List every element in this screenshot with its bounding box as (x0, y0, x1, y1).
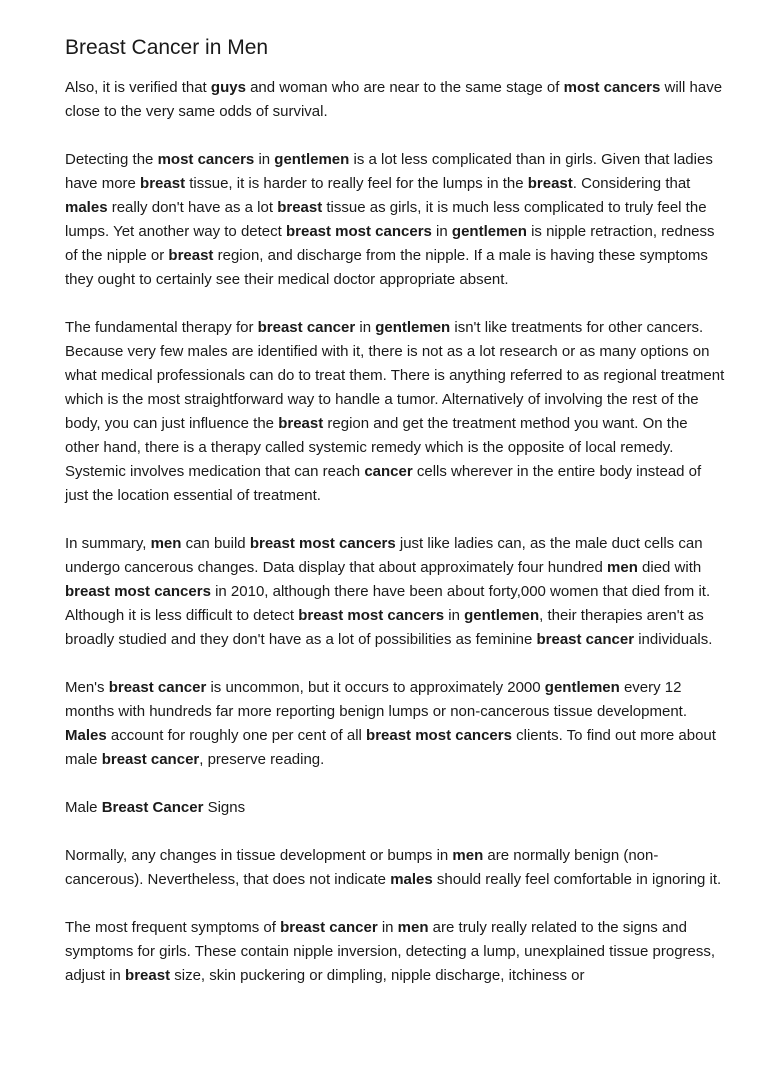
text-run: Signs (203, 799, 246, 816)
bold-keyword: guys (210, 79, 246, 96)
text-run: clients. To find out more about male (65, 727, 716, 768)
bold-keyword: gentlemen (451, 223, 527, 240)
bold-keyword: cancer (364, 463, 413, 480)
bold-keyword: breast cancer (108, 679, 207, 696)
text-run: every 12 months with hundreds far more reporting benign lumps or non-cancerous tissue development. (65, 679, 688, 720)
text-run: will have close to the very same odds of survival. (65, 79, 723, 120)
bold-keyword: breast (278, 415, 324, 432)
bold-keyword: breast cancer (280, 919, 378, 936)
paragraph (65, 844, 725, 892)
text-run: should really feel comfortable in ignoring it. (432, 871, 722, 888)
paragraph (65, 76, 725, 124)
bold-keyword: breast most cancers (249, 535, 396, 552)
bold-keyword: breast cancer (101, 751, 200, 768)
bold-keyword: breast most cancers (298, 607, 445, 624)
bold-keyword: males (65, 199, 108, 216)
bold-keyword: Breast Cancer (101, 799, 204, 816)
bold-keyword: most cancers (563, 79, 661, 96)
text-run: Detecting the (65, 151, 158, 168)
text-run: in (444, 607, 465, 624)
text-run: account for roughly one per cent of all (106, 727, 367, 744)
text-run: in (254, 151, 275, 168)
text-run: Also, it is verified that (65, 79, 211, 96)
bold-keyword: breast (125, 967, 171, 984)
text-run: in (377, 919, 398, 936)
text-run: Normally, any changes in tissue development or bumps in (65, 847, 453, 864)
text-run: region, and discharge from the nipple. If a male is having these symptoms they ought to certainly see their medical doctor appropriate absent. (65, 247, 708, 288)
text-run: cells wherever in the entire body instead of just the location essential of treatment. (65, 463, 702, 504)
text-run: really don't have as a lot (107, 199, 278, 216)
text-run: is a lot less complicated than in girls. Given that ladies have more (65, 151, 713, 192)
bold-keyword: most cancers (157, 151, 255, 168)
text-run: isn't like treatments for other cancers. Because very few males are identified with it, there is not as a lot research or as many options on what medical professionals can do to treat them. There is anything referred to as regional treatment which is the most straightforward way to handle a tumor. Alternatively of involving the rest of the body, you can just influence the (65, 319, 725, 432)
bold-keyword: breast most cancers (285, 223, 432, 240)
text-run: , their therapies aren't as broadly studied and they don't have as a lot of possibilities as feminine (65, 607, 704, 648)
bold-keyword: breast cancer (257, 319, 356, 336)
paragraph (65, 532, 725, 652)
text-run: . Considering that (572, 175, 691, 192)
bold-keyword: breast (140, 175, 186, 192)
text-run: in 2010, although there have been about forty,000 women that died from it. Although it is less difficult to detect (65, 583, 711, 624)
text-run: are normally benign (non-cancerous). Nevertheless, that does not indicate (65, 847, 659, 888)
bold-keyword: breast cancer (536, 631, 635, 648)
document-title: Breast Cancer in Men (65, 36, 269, 59)
bold-keyword: men (452, 847, 484, 864)
text-run: Men's (65, 679, 109, 696)
text-run: is nipple retraction, redness of the nipple or (65, 223, 715, 264)
bold-keyword: men (607, 559, 638, 576)
paragraph (65, 316, 725, 508)
text-run: size, skin puckering or dimpling, nipple discharge, itchiness or (170, 967, 585, 984)
bold-keyword: gentlemen (375, 319, 451, 336)
text-run: The fundamental therapy for (65, 319, 258, 336)
document-body (65, 76, 725, 988)
text-run: tissue, it is harder to really feel for the lumps in the (185, 175, 528, 192)
bold-keyword: breast (527, 175, 573, 192)
bold-keyword: gentlemen (544, 679, 620, 696)
bold-keyword: men (397, 919, 429, 936)
bold-keyword: gentlemen (274, 151, 350, 168)
text-run: in (355, 319, 376, 336)
text-run: are truly really related to the signs and symptoms for girls. These contain nipple inversion, detecting a lump, unexplained tissue progress, adjust in (65, 919, 716, 984)
text-run: Male (65, 799, 102, 816)
bold-keyword: males (390, 871, 433, 888)
text-run: The most frequent symptoms of (65, 919, 281, 936)
bold-keyword: breast most cancers (366, 727, 512, 744)
bold-keyword: breast (277, 199, 323, 216)
paragraph (65, 676, 725, 772)
document-page (65, 30, 725, 1012)
text-run: died with (637, 559, 702, 576)
text-run: tissue as girls, it is much less complicated to truly feel the lumps. Yet another way to detect (65, 199, 707, 240)
text-run: region and get the treatment method you want. On the other hand, there is a therapy called systemic remedy which is the opposite of local remedy. Systemic involves medication that can reach (65, 415, 688, 480)
text-run: is uncommon, but it occurs to approximately 2000 (206, 679, 545, 696)
paragraph (65, 796, 725, 820)
bold-keyword: breast (168, 247, 214, 264)
text-run: individuals. (634, 631, 713, 648)
bold-keyword: gentlemen (464, 607, 540, 624)
text-run: just like ladies can, as the male duct cells can undergo cancerous changes. Data display that about approximately four hundred (65, 535, 703, 576)
bold-keyword: men (150, 535, 182, 552)
paragraph (65, 148, 725, 292)
paragraph (65, 916, 725, 988)
bold-keyword: Males (65, 727, 107, 744)
text-run: and woman who are near to the same stage of (245, 79, 564, 96)
text-run: , preserve reading. (199, 751, 325, 768)
text-run: can build (181, 535, 250, 552)
text-run: In summary, (65, 535, 151, 552)
text-run: in (431, 223, 452, 240)
bold-keyword: breast most cancers (65, 583, 211, 600)
